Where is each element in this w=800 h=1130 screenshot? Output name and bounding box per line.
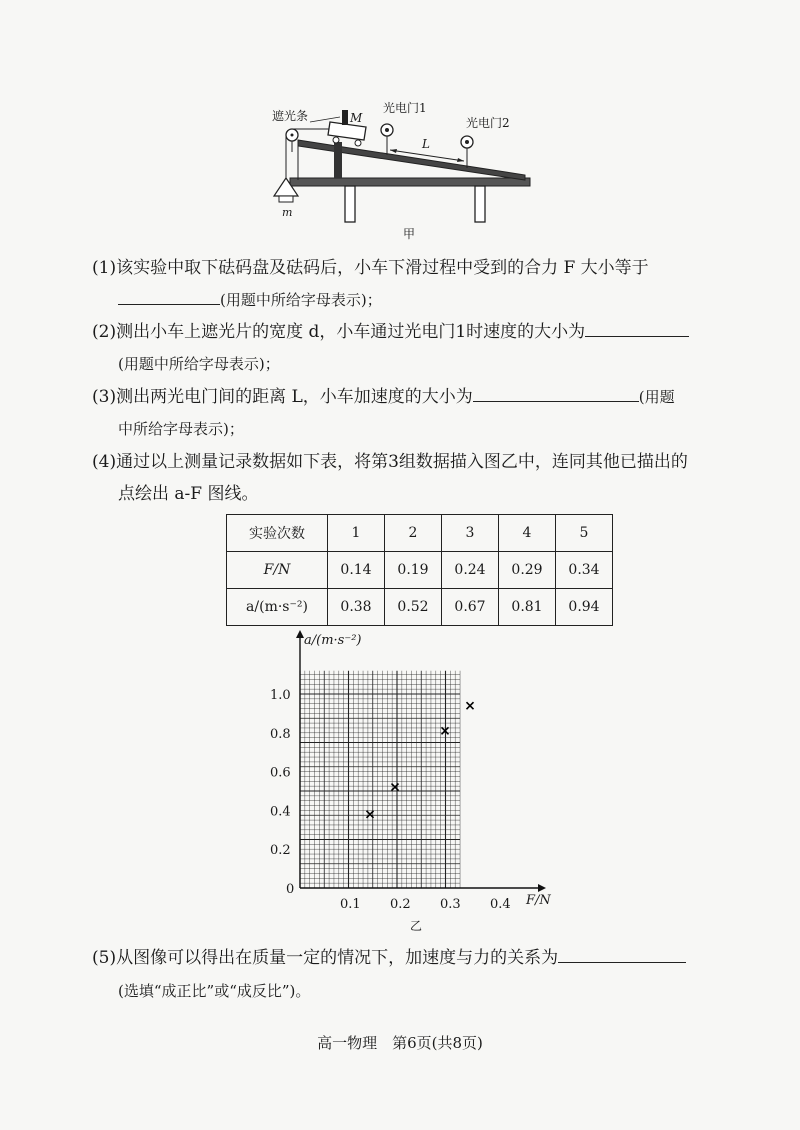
question-3	[92, 383, 675, 411]
question-1-answer-line	[118, 286, 382, 314]
table-cell: a/(m·s⁻²)	[227, 589, 328, 626]
data-table	[226, 514, 613, 626]
question-1-note: (用题中所给字母表示)；	[220, 291, 382, 309]
table-cell: 3	[442, 515, 499, 552]
y-tick-label: 0.4	[270, 804, 291, 820]
y-tick-label: 0	[286, 882, 295, 897]
table-cell: 0.38	[328, 589, 385, 626]
question-1-text: (1)该实验中取下砝码盘及砝码后，小车下滑过程中受到的合力 F 大小等于	[92, 258, 649, 278]
gate2-label: 光电门2	[466, 116, 510, 130]
answer-blank-1[interactable]	[118, 286, 220, 305]
answer-blank-3[interactable]	[473, 383, 639, 402]
y-tick-label: 1.0	[270, 688, 291, 703]
question-3-text: (3)测出两光电门间的距离 L，小车加速度的大小为	[92, 387, 473, 407]
x-tick-label: 0.4	[490, 897, 511, 912]
y-tick-label: 0.2	[270, 843, 291, 859]
question-4-text: (4)通过以上测量记录数据如下表，将第3组数据描入图乙中，连同其他已描出的	[92, 452, 688, 472]
question-3-note-line	[118, 415, 244, 443]
gate1-label: 光电门1	[383, 101, 427, 115]
table-cell: 5	[556, 515, 613, 552]
hanging-mass-label: m	[282, 206, 293, 219]
question-2-text: (2)测出小车上遮光片的宽度 d，小车通过光电门1时速度的大小为	[92, 322, 586, 342]
table-cell: 1	[328, 515, 385, 552]
table-cell: 4	[499, 515, 556, 552]
y-axis-arrow	[296, 630, 304, 638]
table-cell: 0.24	[442, 552, 499, 589]
question-5-note: (选填“成正比”或“成反比”)。	[118, 982, 311, 1000]
strip-label: 遮光条	[272, 109, 309, 123]
table-cell: 0.29	[499, 552, 556, 589]
answer-blank-2[interactable]	[585, 318, 689, 337]
table-cell: 2	[385, 515, 442, 552]
a-F-graph	[260, 622, 570, 942]
x-axis-label: F/N	[526, 893, 551, 908]
y-tick-label: 0.6	[270, 765, 291, 781]
figure-caption-a: 甲	[403, 227, 416, 240]
cart-mass-label: M	[350, 111, 363, 125]
question-4-line2	[118, 480, 258, 508]
x-tick-label: 0.3	[440, 897, 461, 912]
question-4-text-2: 点绘出 a-F 图线。	[118, 484, 259, 504]
question-1	[92, 254, 649, 282]
table-cell: 0.67	[442, 589, 499, 626]
table-cell: 0.81	[499, 589, 556, 626]
question-3-note-b: 中所给字母表示)；	[118, 420, 244, 438]
page-footer	[0, 1032, 800, 1053]
table-row	[227, 552, 613, 589]
footer-text: 高一物理 第6页(共8页)	[317, 1034, 483, 1052]
table-header-row	[227, 515, 613, 552]
question-5-note-line	[118, 977, 310, 1005]
table-cell: F/N	[227, 552, 328, 589]
x-tick-label: 0.2	[390, 897, 411, 912]
table-cell: 实验次数	[227, 515, 328, 552]
x-tick-label: 0.1	[340, 897, 361, 912]
apparatus-diagram	[270, 100, 540, 240]
question-2-note: (用题中所给字母表示)；	[118, 355, 280, 373]
figure-caption-b: 乙	[410, 919, 423, 933]
question-5	[92, 944, 686, 972]
y-tick-label: 0.8	[270, 726, 291, 742]
question-4	[92, 448, 688, 476]
y-axis-label: a/(m·s⁻²)	[304, 633, 362, 648]
question-3-note-a: (用题	[638, 388, 675, 406]
table-cell: 0.94	[556, 589, 613, 626]
table-cell: 0.14	[328, 552, 385, 589]
x-axis-arrow	[538, 884, 546, 892]
question-2-note-line	[118, 350, 280, 378]
table-row	[227, 589, 613, 626]
table-cell: 0.19	[385, 552, 442, 589]
question-5-text: (5)从图像可以得出在质量一定的情况下，加速度与力的关系为	[92, 948, 559, 968]
table-cell: 0.52	[385, 589, 442, 626]
distance-label: L	[422, 137, 430, 151]
graph-grid	[300, 671, 460, 888]
table-cell: 0.34	[556, 552, 613, 589]
answer-blank-5[interactable]	[558, 944, 686, 963]
data-point	[467, 702, 474, 709]
question-2	[92, 318, 689, 346]
